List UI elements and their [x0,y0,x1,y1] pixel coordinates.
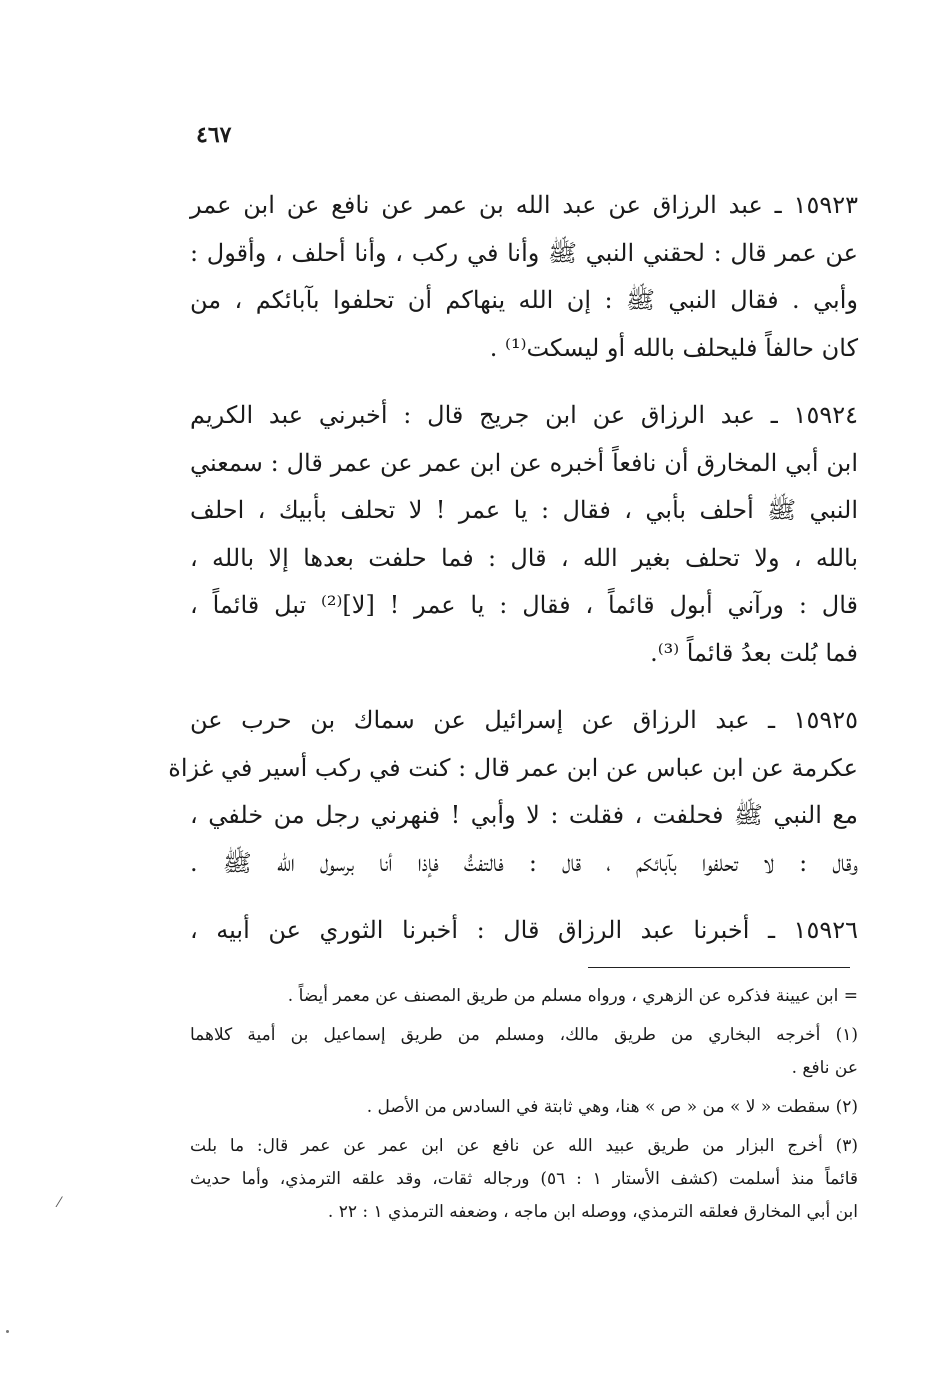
hadith-line: ١٥٩٢٥ ـ عبد الرزاق عن إسرائيل عن سماك بن حرب عن [190,706,858,734]
hadith-line: وقال : لا تحلفوا بآبائكم ، قال : فالتفتُّ فإذا أنا برسول الله ﷺ . [190,848,858,877]
hadith-line: ١٥٩٢٤ ـ عبد الرزاق عن ابن جريج قال : أخبرني عبد الكريم [190,401,858,429]
hadith-15925 [168,697,858,887]
edge-dot [6,1330,9,1333]
footnote-line: قائماً منذ أسلمت (كشف الأستار ١ : ٥٦) ورجاله ثقات، وقد علقه الترمذي، وأما حديث [190,1169,859,1189]
hadith-15926 [190,907,858,955]
page-number: ٤٦٧ [196,122,232,148]
footnote-line: (٣) أخرج البزار من طريق عبيد الله عن نافع عن ابن عمر عن عمر قال: ما بلت [190,1136,858,1156]
hadith-line: فما بُلت بعدُ قائماً ⁽³⁾. [650,638,858,667]
footnote-3 [190,1130,858,1229]
hadith-line: مع النبي ﷺ فحلفت ، فقلت : لا وأبي ! فنهرني رجل من خلفي ، [190,801,858,829]
hadith-line: النبي ﷺ أحلف بأبي ، فقال : يا عمر ! لا تحلف بأبيك ، احلف [190,496,858,524]
hadith-15924 [190,392,858,677]
footnote-line: ابن أبي المخارق فعلقه الترمذي، ووصله ابن ماجه ، وضعفه الترمذي ١ : ٢٢ . [327,1202,858,1222]
hadith-line: كان حالفاً فليحلف بالله أو ليسكت⁽¹⁾ . [489,333,858,362]
footnote-1 [190,1019,858,1085]
hadith-line: قال : ورآني أبول قائماً ، فقال : يا عمر ! [لا]⁽²⁾ تبل قائماً ، [190,591,858,619]
footnote-line: (٢) سقطت « لا » من « ص » هنا، وهي ثابتة في السادس من الأصل . [366,1097,858,1117]
main-text [168,182,858,975]
footnote-line: عن نافع . [791,1058,858,1078]
footnote-separator [588,967,850,968]
footnote-line: = ابن عيينة فذكره عن الزهري ، ورواه مسلم من طريق المصنف عن معمر أيضاً . [287,986,858,1006]
hadith-line: ١٥٩٢٦ ـ أخبرنا عبد الرزاق قال : أخبرنا الثوري عن أبيه ، [190,916,858,944]
hadith-line: ابن أبي المخارق أن نافعاً أخبره عن ابن عمر عن عمر قال : سمعني [190,448,858,477]
hadith-line: وأبي . فقال النبي ﷺ : إن الله ينهاكم أن تحلفوا بآبائكم ، من [190,286,858,314]
margin-mark: ⁄ [58,1195,61,1211]
footnote-continuation [190,980,858,1013]
hadith-line: عكرمة عن ابن عباس عن ابن عمر قال : كنت في ركب أسير في غزاة [168,753,858,782]
hadith-line: بالله ، ولا تحلف بغير الله ، قال : فما حلفت بعدها إلا بالله ، [190,543,858,572]
footnote-2 [190,1091,858,1124]
hadith-line: عن عمر قال : لحقني النبي ﷺ وأنا في ركب ، وأنا أحلف ، وأقول : [190,238,858,267]
footnotes [190,980,858,1235]
hadith-line: ١٥٩٢٣ ـ عبد الرزاق عن عبد الله بن عمر عن نافع عن ابن عمر [190,191,858,219]
footnote-line: (١) أخرجه البخاري من طريق مالك، ومسلم من طريق إسماعيل بن أمية كلاهما [190,1025,858,1045]
hadith-15923 [190,182,858,372]
